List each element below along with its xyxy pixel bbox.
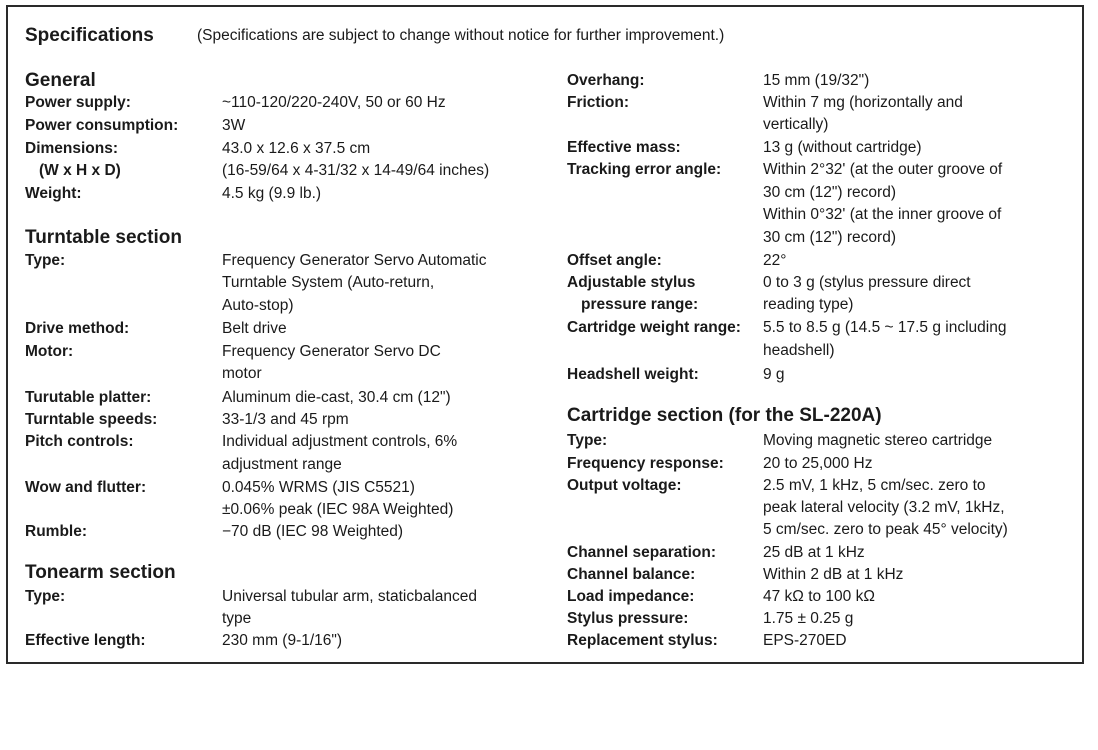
arm-type-label: Type: — [25, 588, 66, 605]
pitch-label: Pitch controls: — [25, 433, 134, 450]
stylus-pressure-label: Stylus pressure: — [567, 610, 689, 627]
freq-label: Frequency response: — [567, 455, 724, 472]
power-consumption-label: Power consumption: — [25, 117, 179, 134]
weight-label: Weight: — [25, 185, 82, 202]
tt-type-line: Frequency Generator Servo Automatic — [222, 252, 487, 269]
output-line: 2.5 mV, 1 kHz, 5 cm/sec. zero to — [763, 477, 986, 494]
balance-value: Within 2 dB at 1 kHz — [763, 566, 904, 583]
tracking-line: Within 0°32' (at the inner groove of — [763, 206, 1002, 223]
wow-label: Wow and flutter: — [25, 479, 147, 496]
wow-line: ±0.06% peak (IEC 98A Weighted) — [222, 501, 454, 518]
drive-method-value: Belt drive — [222, 320, 287, 337]
dimensions-sub-label: (W x H x D) — [39, 162, 121, 179]
general-heading: General — [25, 70, 96, 91]
power-consumption-value: 3W — [222, 117, 246, 134]
tracking-line: 30 cm (12") record) — [763, 184, 896, 201]
tt-type-label: Type: — [25, 252, 66, 269]
separation-value: 25 dB at 1 kHz — [763, 544, 865, 561]
dimensions-label: Dimensions: — [25, 140, 119, 157]
headshell-value: 9 g — [763, 366, 785, 383]
arm-type-line: type — [222, 610, 252, 627]
pitch-line: adjustment range — [222, 456, 342, 473]
platter-value: Aluminum die-cast, 30.4 cm (12") — [222, 389, 451, 406]
tonearm-heading: Tonearm section — [25, 562, 176, 583]
tracking-line: Within 2°32' (at the outer groove of — [763, 161, 1003, 178]
motor-line: motor — [222, 365, 262, 382]
weight-value: 4.5 kg (9.9 lb.) — [222, 185, 322, 202]
stylus-pressure-value: 1.75 ± 0.25 g — [763, 610, 854, 627]
dimensions-value: 43.0 x 12.6 x 37.5 cm — [222, 140, 371, 157]
header-note: (Specifications are subject to change without notice for further improvement.) — [197, 27, 725, 44]
tracking-line: 30 cm (12") record) — [763, 229, 896, 246]
rumble-label: Rumble: — [25, 523, 87, 540]
output-line: 5 cm/sec. zero to peak 45° velocity) — [763, 521, 1008, 538]
stylus-adj-line: reading type) — [763, 296, 854, 313]
page-title: Specifications — [25, 25, 154, 46]
cart-weight-line: headshell) — [763, 342, 835, 359]
replacement-stylus-value: EPS-270ED — [763, 632, 847, 649]
cartridge-heading: Cartridge section (for the SL-220A) — [567, 405, 882, 426]
rumble-value: −70 dB (IEC 98 Weighted) — [222, 523, 404, 540]
dimensions-value-inches: (16-59/64 x 4-31/32 x 14-49/64 inches) — [222, 162, 490, 179]
effective-mass-value: 13 g (without cartridge) — [763, 139, 922, 156]
separation-label: Channel separation: — [567, 544, 716, 561]
impedance-value: 47 kΩ to 100 kΩ — [763, 588, 875, 605]
tt-type-line: Turntable System (Auto-return, — [222, 274, 435, 291]
balance-label: Channel balance: — [567, 566, 696, 583]
cart-weight-line: 5.5 to 8.5 g (14.5 ~ 17.5 g including — [763, 319, 1007, 336]
speeds-label: Turntable speeds: — [25, 411, 158, 428]
overhang-value: 15 mm (19/32") — [763, 72, 870, 89]
motor-line: Frequency Generator Servo DC — [222, 343, 441, 360]
platter-label: Turutable platter: — [25, 389, 152, 406]
cart-weight-label: Cartridge weight range: — [567, 319, 741, 336]
output-line: peak lateral velocity (3.2 mV, 1kHz, — [763, 499, 1005, 516]
cart-type-value: Moving magnetic stereo cartridge — [763, 432, 993, 449]
offset-value: 22° — [763, 252, 787, 269]
tracking-label: Tracking error angle: — [567, 161, 722, 178]
friction-line: Within 7 mg (horizontally and — [763, 94, 963, 111]
replacement-stylus-label: Replacement stylus: — [567, 632, 718, 649]
motor-label: Motor: — [25, 343, 74, 360]
stylus-adj-label2: pressure range: — [581, 296, 699, 313]
power-supply-label: Power supply: — [25, 94, 131, 111]
pitch-line: Individual adjustment controls, 6% — [222, 433, 458, 450]
effective-length-value: 230 mm (9-1/16") — [222, 632, 343, 649]
speeds-value: 33-1/3 and 45 rpm — [222, 411, 349, 428]
friction-line: vertically) — [763, 116, 829, 133]
drive-method-label: Drive method: — [25, 320, 130, 337]
turntable-heading: Turntable section — [25, 227, 182, 248]
tt-type-line: Auto-stop) — [222, 297, 294, 314]
stylus-adj-line: 0 to 3 g (stylus pressure direct — [763, 274, 971, 291]
impedance-label: Load impedance: — [567, 588, 695, 605]
offset-label: Offset angle: — [567, 252, 662, 269]
wow-line: 0.045% WRMS (JIS C5521) — [222, 479, 415, 496]
arm-type-line: Universal tubular arm, staticbalanced — [222, 588, 478, 605]
stylus-adj-label: Adjustable stylus — [567, 274, 696, 291]
effective-mass-label: Effective mass: — [567, 139, 681, 156]
freq-value: 20 to 25,000 Hz — [763, 455, 873, 472]
power-supply-value: ~110-120/220-240V, 50 or 60 Hz — [222, 94, 446, 111]
output-label: Output voltage: — [567, 477, 682, 494]
headshell-label: Headshell weight: — [567, 366, 699, 383]
friction-label: Friction: — [567, 94, 629, 111]
effective-length-label: Effective length: — [25, 632, 146, 649]
cart-type-label: Type: — [567, 432, 608, 449]
overhang-label: Overhang: — [567, 72, 645, 89]
